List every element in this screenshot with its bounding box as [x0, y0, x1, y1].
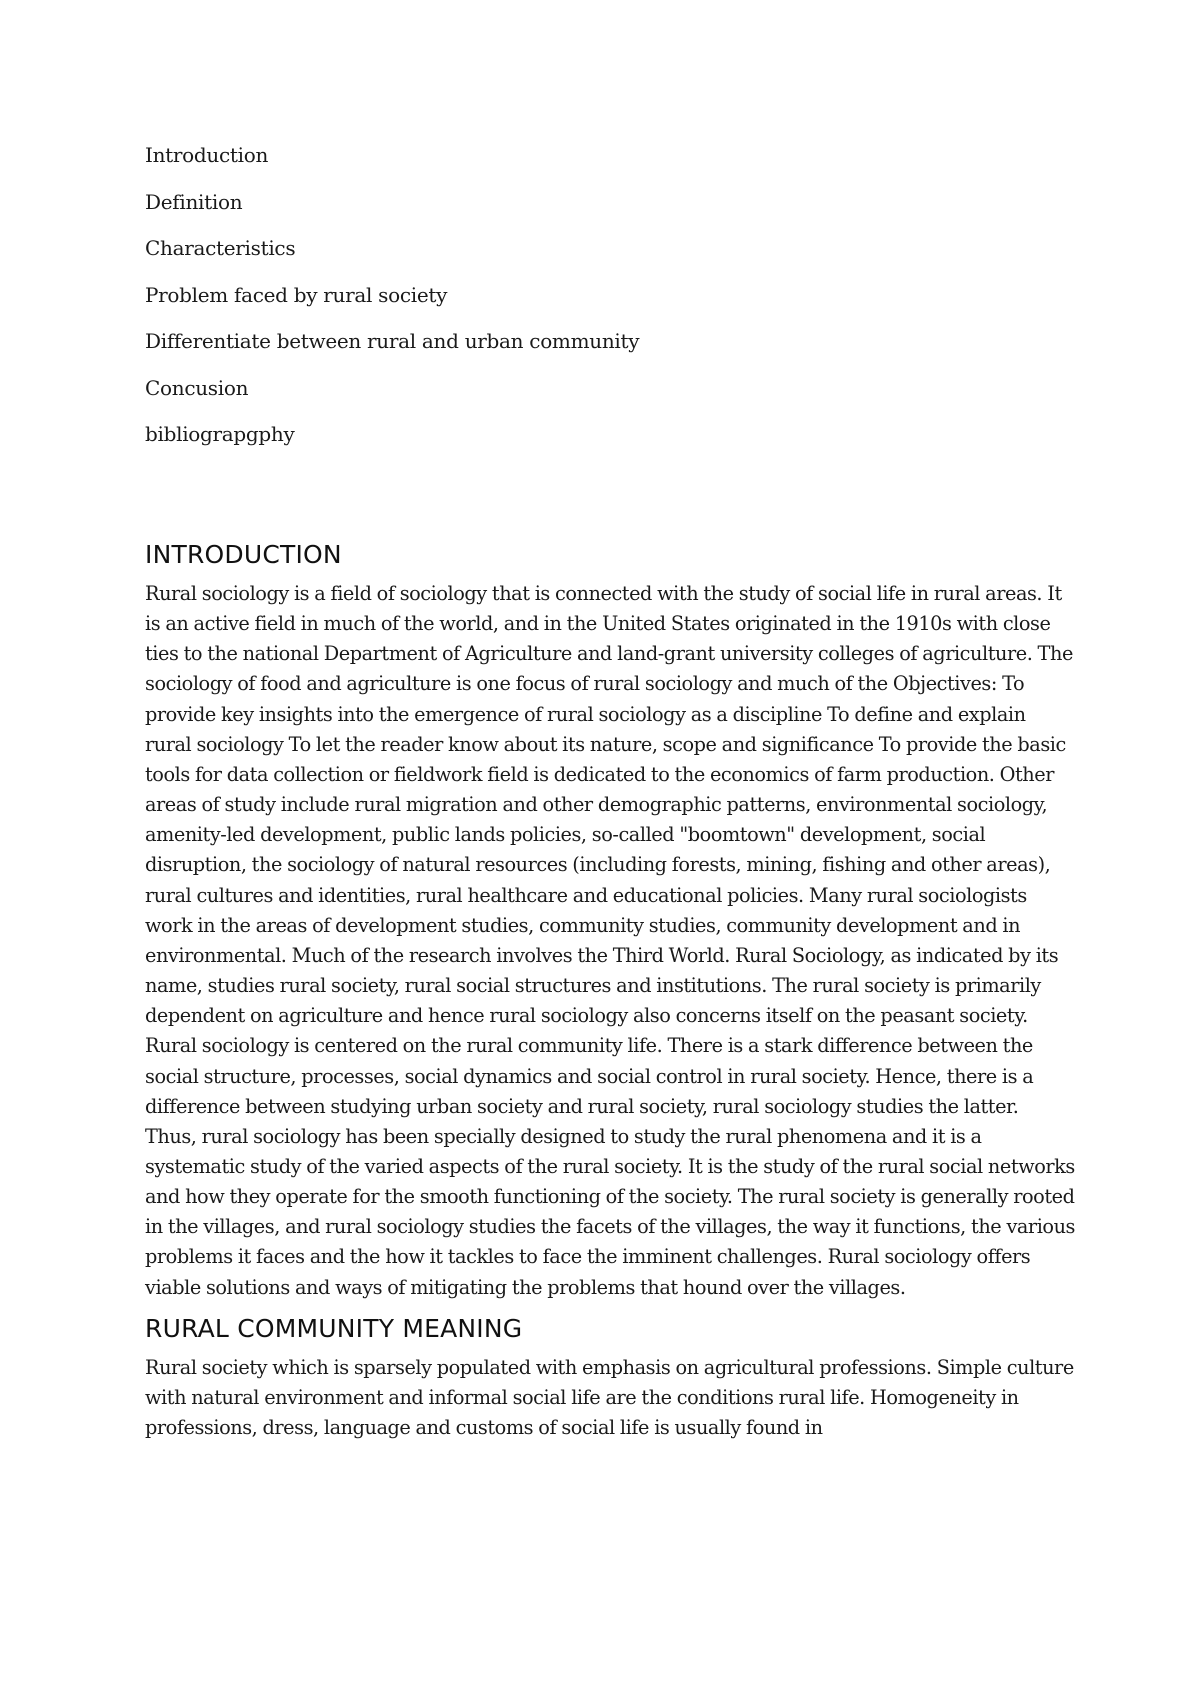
toc-item-definition: Definition [145, 189, 243, 214]
introduction-heading: INTRODUCTION [145, 540, 342, 569]
toc-item-introduction: Introduction [145, 143, 269, 167]
table-of-contents [145, 142, 1075, 447]
rural-community-heading: RURAL COMMUNITY MEANING [145, 1313, 523, 1343]
toc-item-problems: Problem faced by rural society [145, 282, 448, 307]
toc-item-characteristics: Characteristics [145, 236, 296, 260]
introduction-paragraph: Rural sociology is a field of sociology that is connected with the study of social life in rural areas. It is an active field in much of the world, and in the United States originated in the 1910s with close ties to the national Department of Agriculture and land-grant university colleges of agriculture. The sociology of food and agriculture is one focus of rural sociology and much of the Objectives: To provide key insights into the emergence of rural sociology as a discipline To define and explain rural sociology To let the reader know about its nature, scope and significance To provide the basic tools for data collection or fieldwork field is dedicated to the economics of farm production. Other areas of study include rural migration and other demographic patterns, environmental sociology, amenity-led development, public lands policies, so-called "boomtown" development, social disruption, the sociology of natural resources (including forests, mining, fishing and other areas), rural cultures and identities, rural healthcare and educational policies. Many rural sociologists work in the areas of development studies, community studies, community development and in environmental. Much of the research involves the Third World. Rural Sociology, as indicated by its name, studies rural society, rural social structures and institutions. The rural society is primarily dependent on agriculture and hence rural sociology also concerns itself on the peasant society. Rural sociology is centered on the rural community life. There is a stark difference between the social structure, processes, social dynamics and social control in rural society. Hence, there is a difference between studying urban society and rural society, rural sociology studies the latter. Thus, rural sociology has been specially designed to study the rural phenomena and it is a systematic study of the varied aspects of the rural society. It is the study of the rural social networks and how they operate for the smooth functioning of the society. The rural society is generally rooted in the villages, and rural sociology studies the facets of the villages, the way it functions, the various problems it faces and the how it tackles to face the imminent challenges. Rural sociology offers viable solutions and ways of mitigating the problems that hound over the villages. [145, 582, 1075, 1299]
toc-item-conclusion: Concusion [145, 375, 249, 400]
toc-item-differentiate: Differentiate between rural and urban community [145, 329, 640, 353]
document-content [145, 142, 1075, 1443]
toc-item-bibliography: bibliograpgphy [145, 422, 295, 446]
rural-community-paragraph: Rural society which is sparsely populated with emphasis on agricultural professions. Simple culture with natural environment and informal social life are the conditions rural life. Homogeneity in professions, dress, language and customs of social life is usually found in [145, 1355, 1074, 1440]
